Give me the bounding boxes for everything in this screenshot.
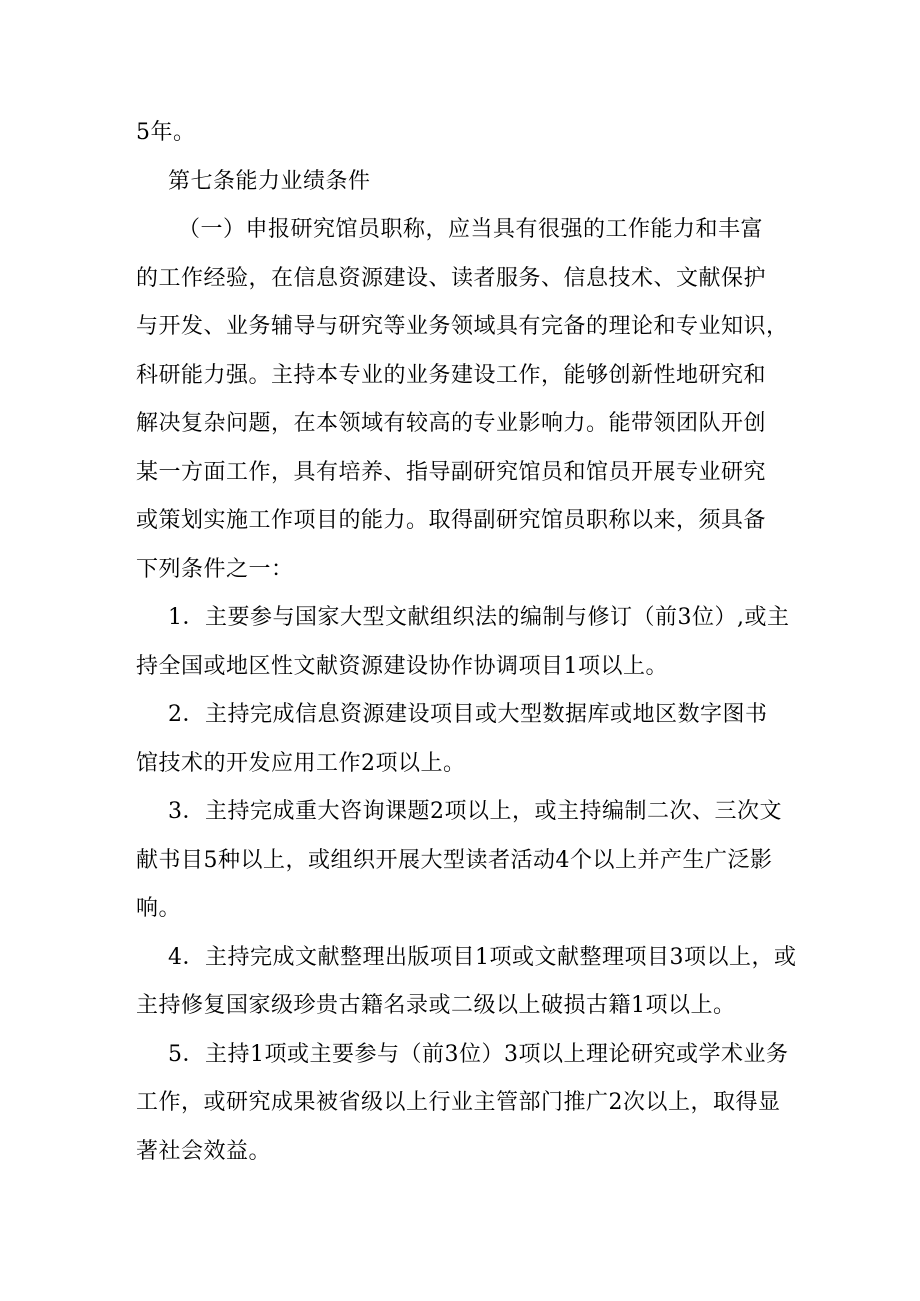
- text-line: 科研能力强。主持本专业的业务建设工作，能够创新性地研究和: [136, 363, 767, 388]
- text-line: 主持修复国家级珍贵古籍名录或二级以上破损古籍1项以上。: [136, 993, 736, 1018]
- text-line: 持全国或地区性文献资源建设协作协调项目1项以上。: [136, 654, 668, 679]
- list-item-4: 4．主持完成文献整理出版项目1项或文献整理项目3项以上，或: [168, 945, 797, 970]
- text-line: 与开发、业务辅导与研究等业务领域具有完备的理论和专业知识，: [136, 314, 789, 339]
- text-line: 著社会效益。: [136, 1139, 272, 1164]
- list-item-3: 3．主持完成重大咨询课题2项以上，或主持编制二次、三次文: [168, 799, 782, 824]
- text-line: 的工作经验，在信息资源建设、读者服务、信息技术、文献保护: [136, 266, 767, 291]
- text-line: 5年。: [136, 120, 196, 145]
- article-heading: 第七条能力业绩条件: [168, 169, 371, 194]
- text-line: 献书目5种以上，或组织开展大型读者活动4个以上并产生广泛影: [136, 848, 773, 873]
- text-line: （一）申报研究馆员职称，应当具有很强的工作能力和丰富: [178, 217, 764, 242]
- text-line: 或策划实施工作项目的能力。取得副研究馆员职称以来，须具备: [136, 508, 767, 533]
- list-item-2: 2．主持完成信息资源建设项目或大型数据库或地区数字图书: [168, 702, 768, 727]
- list-item-5: 5．主持1项或主要参与（前3位）3项以上理论研究或学术业务: [168, 1042, 789, 1067]
- text-line: 工作，或研究成果被省级以上行业主管部门推广2次以上，取得显: [136, 1090, 781, 1115]
- text-line: 馆技术的开发应用工作2项以上。: [136, 751, 466, 776]
- list-item-1: 1．主要参与国家大型文献组织法的编制与修订（前3位）,或主: [168, 605, 790, 630]
- text-line: 下列条件之一：: [136, 557, 294, 582]
- text-line: 某一方面工作，具有培养、指导副研究馆员和馆员开展专业研究: [136, 460, 767, 485]
- text-line: 响。: [136, 896, 182, 921]
- text-line: 解决复杂问题，在本领域有较高的专业影响力。能带领团队开创: [136, 411, 767, 436]
